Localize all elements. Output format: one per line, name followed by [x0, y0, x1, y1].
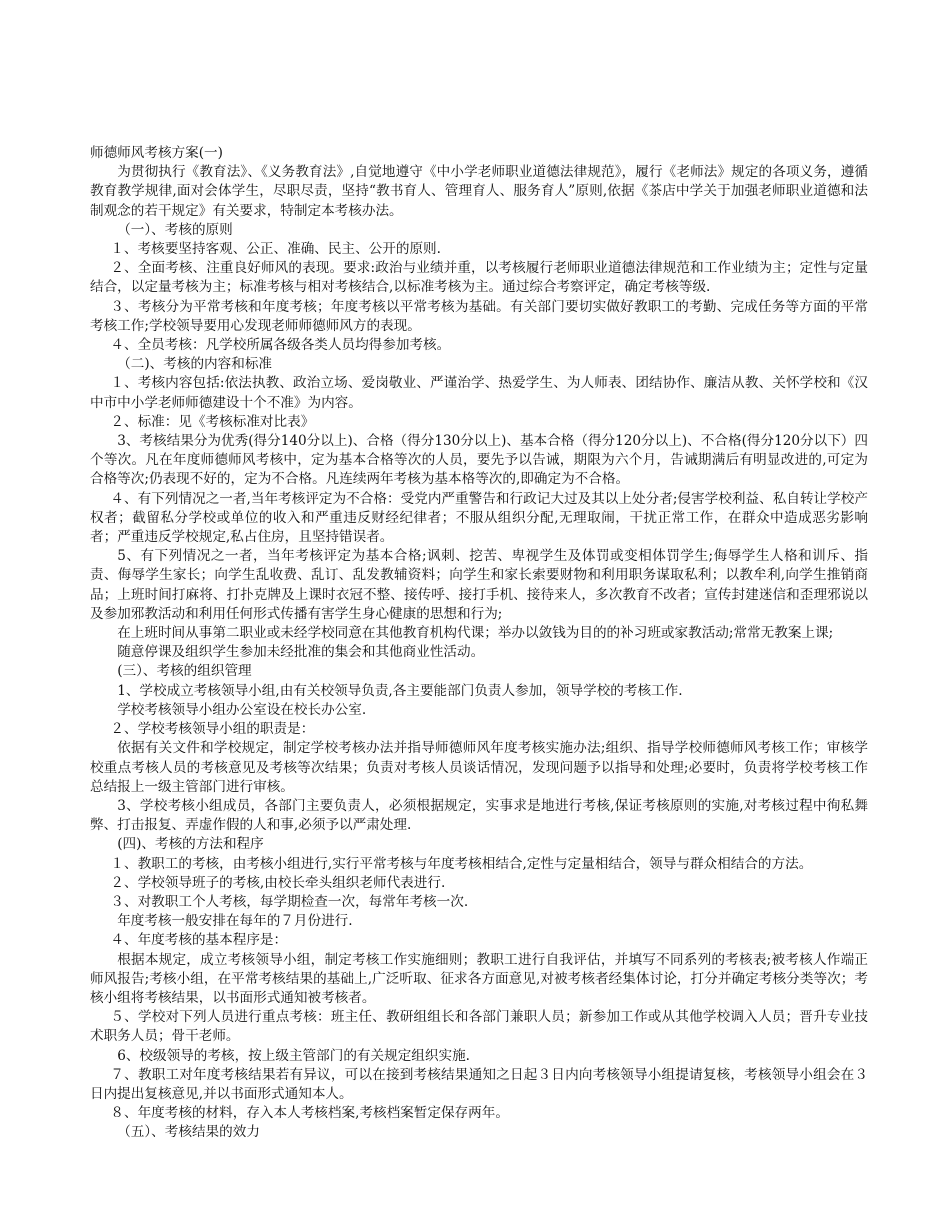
paragraph: ２、全面考核、注重良好师风的表现。要求:政治与业绩并重，以考核履行老师职业道德法律规范和工作业绩为主；定性与定量结合，以定量考核为主；标准考核与相对考核结合,以标准考核为主。通过综合考察评定，确定考核等级.: [90, 260, 868, 296]
paragraph: 6、校级领导的考核，按上级主管部门的有关规定组织实施.: [117, 1047, 470, 1064]
paragraph: ２、学校考核领导小组的职责是：: [110, 721, 315, 738]
paragraph: (三）、考核的组织管理: [117, 663, 252, 680]
paragraph: ４、年度考核的基本程序是：: [110, 932, 288, 949]
paragraph: （一）、考核的原则: [117, 221, 233, 238]
paragraph: （二)、考核的内容和标准: [117, 356, 273, 373]
paragraph: ８、年度考核的材料，存入本人考核档案,考核档案暂定保存两年。: [110, 1105, 509, 1122]
paragraph: ３、考核分为平常考核和年度考核；年度考核以平常考核为基础。有关部门要切实做好教职工的考勤、完成任务等方面的平常考核工作;学校领导要用心发现老师师德师风方的表现。: [90, 298, 868, 334]
paragraph: ７、教职工对年度考核结果若有异议，可以在接到考核结果通知之日起３日内向考核领导小组提请复核，考核领导小组会在３日内提出复核意见,并以书面形式通知本人。: [90, 1066, 868, 1102]
paragraph: １、教职工的考核，由考核小组进行,实行平常考核与年度考核相结合,定性与定量相结合，领导与群众相结合的方法。: [110, 855, 813, 872]
paragraph: 为贯彻执行《教育法》、《义务教育法》,自觉地遵守《中小学老师职业道德法律规范》，履行《老师法》规定的各项义务，遵循教育教学规律,面对会体学生，尽职尽责，坚持“教书育人、管理育人、服务育人”原则,依据《茶店中学关于加强老师职业道德和法制观念的若干规定》有关要求，特制定本考核办法。: [90, 164, 868, 219]
document-page: [90, 144, 868, 1143]
paragraph: １、考核内容包括:依法执教、政治立场、爱岗敬业、严谨治学、热爱学生、为人师表、团结协作、廉洁从教、关怀学校和《汉中市中小学老师师德建设十个不准》为内容。: [90, 375, 868, 411]
paragraph: 随意停课及组织学生参加未经批准的集会和其他商业性活动。: [117, 644, 485, 661]
paragraph: 学校考核领导小组办公室设在校长办公室.: [117, 701, 367, 718]
paragraph: ４、全员考核：凡学校所属各级各类人员均得参加考核。: [110, 337, 451, 354]
paragraph: ２、学校领导班子的考核,由校长牵头组织老师代表进行.: [110, 874, 446, 891]
paragraph: 根据本规定，成立考核领导小组，制定考核工作实施细则；教职工进行自我评估，并填写不同系列的考核表;被考核人作端正师风报告;考核小组，在平常考核结果的基础上,广泛听取、征求各方面意见,对被考核者经集体讨论，打分并确定考核分类等次；考核小组将考核结果，以书面形式通知被考核者。: [90, 951, 868, 1006]
paragraph: 1、学校成立考核领导小组,由有关校领导负责,各主要能部门负责人参加，领导学校的考核工作.: [117, 682, 683, 699]
paragraph: 在上班时间从事第二职业或未经学校同意在其他教育机构代课；举办以敛钱为目的的补习班或家教活动;常常无教案上课;: [117, 625, 834, 642]
paragraph: (四)、考核的方法和程序: [117, 836, 264, 853]
paragraph: 3、学校考核小组成员，各部门主要负责人，必须根据规定，实事求是地进行考核,保证考核原则的实施,对考核过程中徇私舞弊、打击报复、弄虚作假的人和事,必须予以严肃处理.: [90, 797, 868, 834]
paragraph: ４、有下列情况之一者,当年考核评定为不合格：受党内严重警告和行政记大过及其以上处分者;侵害学校利益、私自转让学校产权者；截留私分学校或单位的收入和严重违反财经纪律者；不服从组织分配,无理取闹，干扰正常工作，在群众中造成恶劣影响者；严重违反学校规定,私占住房，且坚持错误者。: [90, 490, 868, 546]
paragraph: ５、学校对下列人员进行重点考核：班主任、教研组组长和各部门兼职人员；新参加工作或从其他学校调入人员；晋升专业技术职务人员；骨干老师。: [90, 1009, 868, 1045]
document-title: 师德师风考核方案(一): [90, 145, 223, 161]
paragraph: ２、标准：见《考核标准对比表》: [110, 413, 315, 430]
paragraph: 依据有关文件和学校规定，制定学校考核办法并指导师德师风年度考核实施办法;组织、指导学校师德师风考核工作；审核学校重点考核人员的考核意见及考核等次结果；负责对考核人员谈话情况，发现问题予以指导和处理;必要时，负责将学校考核工作总结报上一级主管部门进行审核。: [90, 740, 868, 795]
paragraph: （五）、考核结果的效力: [117, 1124, 260, 1141]
paragraph: １、考核要坚持客观、公正、准确、民主、公开的原则.: [110, 241, 441, 258]
paragraph: 3、考核结果分为优秀(得分140分以上)、合格（得分130分以上)、基本合格（得分120分以上)、不合格(得分120分以下）四个等次。凡在年度师德师风考核中，定为基本合格等次的人员，要先予以告诫，期限为六个月，告诫期满后有明显改进的,可定为合格等次;仍表现不好的，定为不合格。凡连续两年考核为基本格等次的,即确定为不合格。: [90, 433, 868, 488]
paragraph: 年度考核一般安排在每年的７月份进行.: [117, 913, 353, 930]
paragraph: ３、对教职工个人考核，每学期检查一次，每常年考核一次.: [110, 893, 469, 910]
document-body: [90, 163, 868, 1142]
paragraph: 5、有下列情况之一者，当年考核评定为基本合格;讽刺、挖苦、卑视学生及体罚或变相体罚学生;侮辱学生人格和训斥、指责、侮辱学生家长；向学生乱收费、乱订、乱发教辅资料；向学生和家长索要财物和利用职务谋取私利；以教牟利,向学生推销商品；上班时间打麻将、打扑克牌及上课时衣冠不整、接传呼、接打手机、接待来人，多次教育不改者；宣传封建迷信和歪理邪说以及参加邪教活动和利用任何形式传播有害学生身心健康的思想和行为;: [90, 548, 868, 622]
